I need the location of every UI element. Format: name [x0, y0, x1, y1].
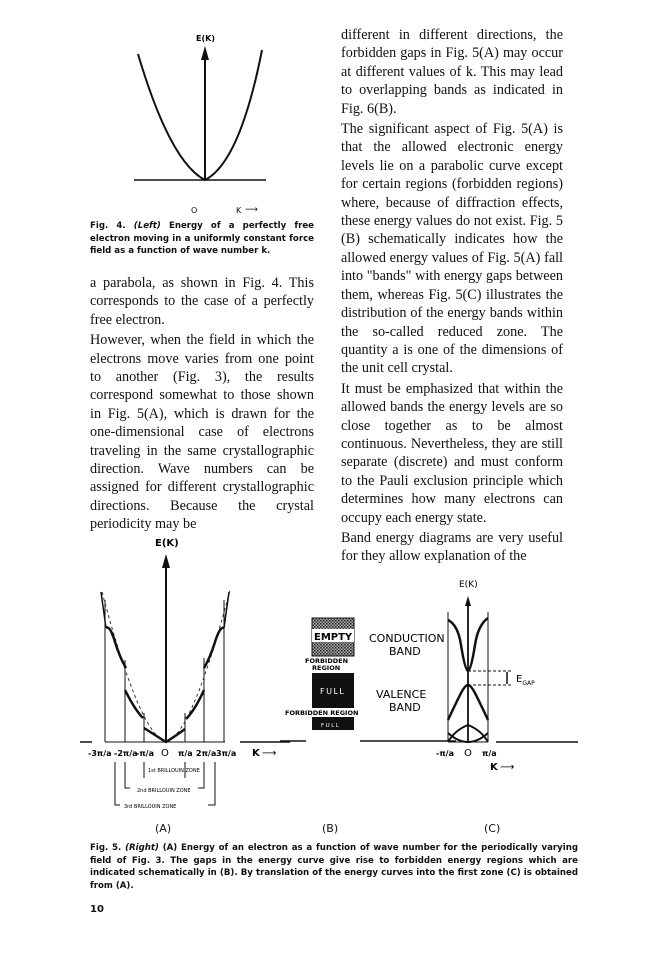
fig4-origin-label: O [191, 206, 198, 215]
right-paragraph-1: different in different directions, the forbidden gaps in Fig. 5(A) may occur at different values of k. This may lead to overlapping bands as indicated in Fig. 6(B). [341, 27, 563, 117]
band-segment-3-right [204, 628, 224, 668]
fig4-caption-position: (Left) [133, 221, 161, 231]
panel-b-label: (B) [322, 822, 339, 835]
tick-pos2: 2π/a [196, 749, 217, 758]
zone-bracket-2 [125, 762, 204, 788]
panel-c-tick-origin: O [464, 748, 472, 759]
panel-c [436, 580, 578, 773]
full-label: FULL [320, 687, 346, 696]
forbidden-region-label-upper-2: REGION [312, 664, 341, 672]
band-segment-2-right [186, 690, 204, 719]
panel-a [80, 538, 290, 810]
panel-c-y-axis-label: E(K) [459, 580, 478, 590]
panel-a-label: (A) [155, 822, 172, 835]
figure-5-diagram [80, 530, 590, 810]
tick-neg3: -3π/a [88, 749, 112, 758]
panel-c-label: (C) [484, 822, 501, 835]
left-paragraph-1: a parabola, as shown in Fig. 4. This corresponds to the case of a perfectly free electron. [90, 275, 314, 328]
right-paragraph-4: Band energy diagrams are very useful for they allow explanation of the [341, 529, 563, 565]
panel-c-x-axis-label: K [490, 762, 498, 773]
page-number: 10 [90, 904, 104, 915]
tick-pos1: π/a [178, 749, 193, 758]
panel-c-x-arrow-icon: ⟶ [500, 762, 515, 773]
panel-a-y-axis-arrow-icon [162, 554, 170, 568]
panel-a-x-axis-label: K [252, 748, 260, 759]
figure-5-caption [90, 842, 578, 892]
fig4-x-axis-label: K [236, 206, 242, 215]
empty-label: EMPTY [314, 632, 353, 643]
tick-origin: O [161, 748, 169, 759]
full-lower-label: FULL [321, 723, 341, 729]
panel-a-y-axis-label: E(K) [155, 538, 179, 549]
band-segment-3-left [106, 628, 126, 668]
left-paragraph-2: However, when the field in which the electrons move varies from one point to another (Fig. 3), the results correspond somewhat to those shown in Fig. 5(A), which is drawn for the one-dimensional case of electrons traveling in the same crystallographic direction. Wave numbers can be assigned for different crystallographic directions. Because the crystal periodicity may be [90, 332, 314, 533]
fig4-y-axis-arrow-icon [201, 46, 209, 60]
tick-neg1: -π/a [136, 749, 154, 758]
tick-pos3: 3π/a [216, 749, 237, 758]
conduction-band-label-2: BAND [389, 645, 421, 658]
panel-c-tick-pos1: π/a [482, 749, 497, 758]
figure-4-caption [90, 220, 314, 258]
valence-band-label-1: VALENCE [376, 688, 427, 701]
fig4-y-axis-label: E(K) [196, 34, 215, 43]
fig5-caption-position: (Right) [125, 843, 159, 853]
conduction-band-label-1: CONDUCTION [369, 632, 445, 645]
band-segment-2-left [125, 690, 143, 718]
panel-a-x-arrow-icon: ⟶ [262, 748, 277, 759]
tick-neg2: -2π/a [114, 749, 138, 758]
zone-label-2: 2nd BRILLOUIN ZONE [137, 788, 191, 794]
fig4-caption-prefix: Fig. 4. [90, 221, 126, 231]
valence-band-label-2: BAND [389, 701, 421, 714]
panel-c-tick-neg1: -π/a [436, 749, 454, 758]
fig4-parabola-curve [138, 50, 262, 180]
forbidden-region-label-lower: FORBIDDEN REGION [285, 709, 359, 717]
fig4-caption-text: Energy of a perfectly free electron moving in a uniformly constant force field as a function of wave number k. [90, 221, 314, 257]
right-paragraph-3: It must be emphasized that within the allowed bands the energy levels are so close together as to be almost continuous. Nevertheless, they are still separate (discrete) and must conform to the Pauli exclusion principle which determines how many electrons can occupy each energy state. [341, 380, 563, 526]
panel-c-y-axis-arrow-icon [465, 596, 471, 606]
egap-label: $E_{GAP}$ [516, 674, 535, 687]
right-paragraph-2: The significant aspect of Fig. 5(A) is that the allowed electronic energy levels lie on a parabolic curve except for certain regions (forbidden regions) where, because of diffraction effects, these energy values do not exist. Fig. 5 (B) schematically indicates how the allowed energy values of Fig. 5(A) fall into "bands" with energy gaps between them, whereas Fig. 5(C) illustrates the distribution of the energy bands within the so-called reduced zone. The quantity a is one of the dimensions of the unit cell crystal. [341, 121, 563, 377]
band-segment-1 [144, 728, 185, 742]
figure-4-diagram [90, 30, 330, 190]
fig5-caption-text: (A) Energy of an electron as a function of wave number for the periodically varying field of Fig. 3. The gaps in the energy curve give rise to forbidden energy regions which are indicated schematically in (B). By translation of the energy curves into the first zone (C) is obtained from (A). [90, 843, 578, 891]
forbidden-region-label-upper: FORBIDDEN [305, 657, 349, 665]
zone-label-3: 3rd BRILLOUIN ZONE [124, 804, 177, 810]
zone-label-1: 1st BRILLOUIN ZONE [148, 768, 200, 774]
left-column [90, 274, 314, 534]
right-column [341, 26, 563, 566]
fig4-x-axis-arrow-icon: ⟶ [245, 205, 258, 215]
fig5-caption-prefix: Fig. 5. [90, 843, 122, 853]
panel-b [280, 618, 456, 741]
